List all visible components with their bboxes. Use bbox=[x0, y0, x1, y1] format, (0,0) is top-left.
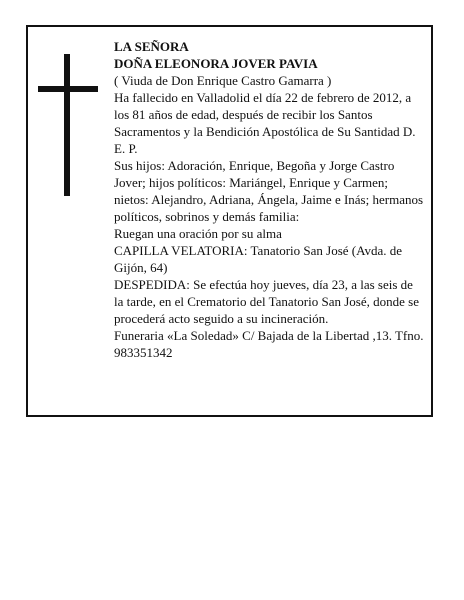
death-announcement: Ha fallecido en Valladolid el día 22 de febrero de 2012, a los 81 años de edad, después de recibir los Santos Sacramentos y la Bendición Apostólica de Su Santidad D. E. P. bbox=[114, 90, 416, 156]
family-list: Sus hijos: Adoración, Enrique, Begoña y Jorge Castro Jover; hijos políticos: Mariángel, Enrique y Carmen; nietos: Alejandro, Adriana, Ángela, Jaime e Inás; hermanos políticos, sobrinos y demás familia: bbox=[114, 158, 424, 224]
cross-icon-vertical-bar bbox=[64, 54, 70, 196]
heading-line-1: LA SEÑORA bbox=[114, 39, 189, 54]
chapel-info: CAPILLA VELATORIA: Tanatorio San José (Avda. de Gijón, 64) bbox=[114, 243, 403, 275]
deceased-name: DOÑA ELEONORA JOVER PAVIA bbox=[114, 56, 318, 71]
obituary-text bbox=[114, 38, 424, 361]
farewell-info: DESPEDIDA: Se efectúa hoy jueves, día 23, a las seis de la tarde, en el Crematorio del Tanatorio San José, donde se procederá acto seguido a su incineración. bbox=[114, 277, 419, 326]
cross-icon-horizontal-bar bbox=[38, 86, 98, 92]
funeral-home-info: Funeraria «La Soledad» C/ Bajada de la Libertad ,13. Tfno. 983351342 bbox=[114, 328, 424, 360]
prayer-request: Ruegan una oración por su alma bbox=[114, 226, 282, 241]
widow-of-line: ( Viuda de Don Enrique Castro Gamarra ) bbox=[114, 73, 332, 88]
